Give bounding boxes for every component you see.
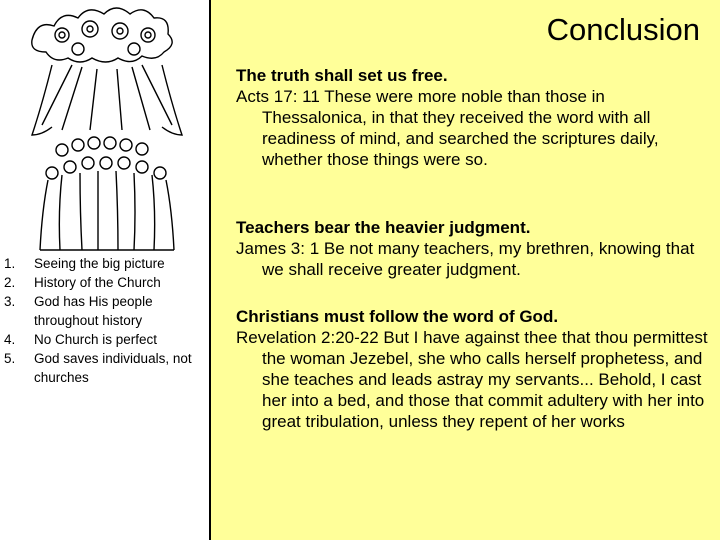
outline-text: No Church is perfect	[34, 332, 158, 347]
outline-text: Seeing the big picture	[34, 256, 165, 271]
outline-item	[4, 330, 208, 349]
outline-item	[4, 292, 208, 330]
outline-number: 5.	[4, 351, 16, 366]
point-heading: The truth shall set us free.	[236, 66, 448, 85]
point-teachers	[236, 217, 714, 280]
outline-number: 2.	[4, 275, 16, 290]
point-christians	[236, 306, 714, 432]
outline-item	[4, 273, 208, 292]
point-heading: Christians must follow the word of God.	[236, 307, 559, 326]
point-truth	[236, 65, 714, 170]
sidebar-panel	[0, 0, 211, 540]
scripture-reference: Revelation 2:20-22 But I have against thee that thou permittest the woman Jezebel, she who calls herself prophetess, and she teaches and leads astray my servants... Behold, I cast her into a bed, and those that commit adultery with her into great tribulation, unless they repent of her works	[236, 328, 708, 431]
outline-number: 1.	[4, 256, 16, 271]
scripture-reference: James 3: 1 Be not many teachers, my brethren, knowing that we shall receive greater judgment.	[236, 239, 695, 279]
outline-list	[4, 254, 208, 387]
main-content	[214, 0, 720, 540]
outline-number: 4.	[4, 332, 16, 347]
outline-text: God saves individuals, not churches	[34, 351, 192, 385]
point-heading: Teachers bear the heavier judgment.	[236, 218, 531, 237]
outline-text: God has His people throughout history	[34, 294, 153, 328]
scripture-reference: Acts 17: 11 These were more noble than those in Thessalonica, in that they received the word with all readiness of mind, and searched the scriptures daily, whether those things were so.	[236, 87, 659, 169]
outline-item	[4, 349, 208, 387]
outline-number: 3.	[4, 294, 16, 309]
slide-title: Conclusion	[546, 12, 700, 47]
ascension-illustration	[22, 5, 192, 255]
outline-text: History of the Church	[34, 275, 161, 290]
outline-item	[4, 254, 208, 273]
